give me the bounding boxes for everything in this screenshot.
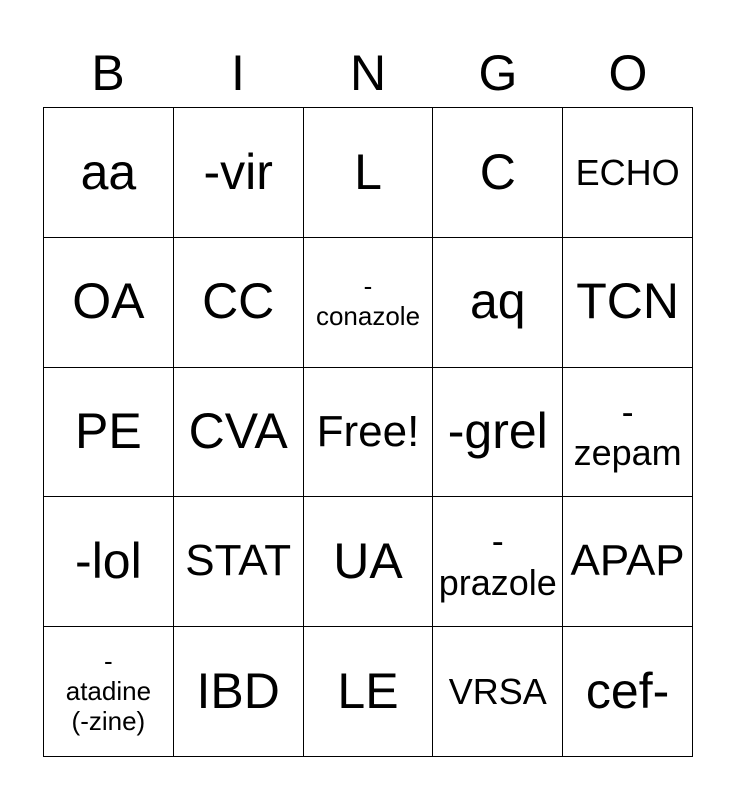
bingo-cell-r2-c2[interactable] [174,238,304,368]
cell-text: - prazole [438,520,557,603]
bingo-cell-r5-c5[interactable] [563,627,693,757]
bingo-cell-r1-c4[interactable] [433,108,563,238]
bingo-cell-r5-c4[interactable] [433,627,563,757]
bingo-cell-r5-c1[interactable] [44,627,174,757]
cell-text: PE [75,403,142,460]
cell-text: -vir [203,143,273,200]
cell-text: ECHO [575,151,680,193]
cell-text: L [354,143,382,200]
bingo-header [43,40,693,106]
header-letter-g: G [478,45,518,101]
cell-text: - atadine (-zine) [65,645,152,736]
cell-text: CVA [188,403,288,460]
bingo-free-space[interactable] [304,368,434,498]
cell-text: IBD [196,662,280,719]
bingo-cell-r2-c4[interactable] [433,238,563,368]
bingo-cell-r1-c3[interactable] [304,108,434,238]
cell-text: LE [337,662,399,719]
cell-text: APAP [570,536,685,586]
bingo-cell-r5-c3[interactable] [304,627,434,757]
bingo-cell-r3-c2[interactable] [174,368,304,498]
bingo-cell-r3-c4[interactable] [433,368,563,498]
header-letter-n: N [349,45,387,101]
cell-text: OA [72,273,145,330]
cell-text: cef- [585,662,670,719]
header-letter-b: B [91,45,125,101]
cell-text: -lol [75,533,142,590]
header-letter-i: I [231,45,245,101]
bingo-cell-r4-c4[interactable] [433,497,563,627]
cell-text: C [479,143,516,200]
bingo-cell-r2-c3[interactable] [304,238,434,368]
bingo-cell-r4-c1[interactable] [44,497,174,627]
cell-text: STAT [185,536,292,586]
bingo-cell-r4-c2[interactable] [174,497,304,627]
cell-text: - conazole [315,271,421,332]
bingo-board [43,107,693,757]
header-letter-o: O [608,45,648,101]
bingo-cell-r1-c1[interactable] [44,108,174,238]
cell-text: aa [80,143,137,200]
cell-text: CC [202,273,275,330]
bingo-cell-r1-c5[interactable] [563,108,693,238]
bingo-cell-r3-c5[interactable] [563,368,693,498]
cell-text: - zepam [573,390,682,473]
cell-text: VRSA [448,670,547,712]
bingo-cell-r4-c5[interactable] [563,497,693,627]
bingo-cell-r1-c2[interactable] [174,108,304,238]
bingo-cell-r2-c1[interactable] [44,238,174,368]
bingo-cell-r4-c3[interactable] [304,497,434,627]
cell-text: -grel [447,403,548,460]
cell-text: aq [469,273,526,330]
bingo-cell-r2-c5[interactable] [563,238,693,368]
cell-text: UA [333,533,403,590]
bingo-cell-r5-c2[interactable] [174,627,304,757]
cell-text: Free! [316,406,420,456]
cell-text: TCN [576,273,679,330]
bingo-cell-r3-c1[interactable] [44,368,174,498]
